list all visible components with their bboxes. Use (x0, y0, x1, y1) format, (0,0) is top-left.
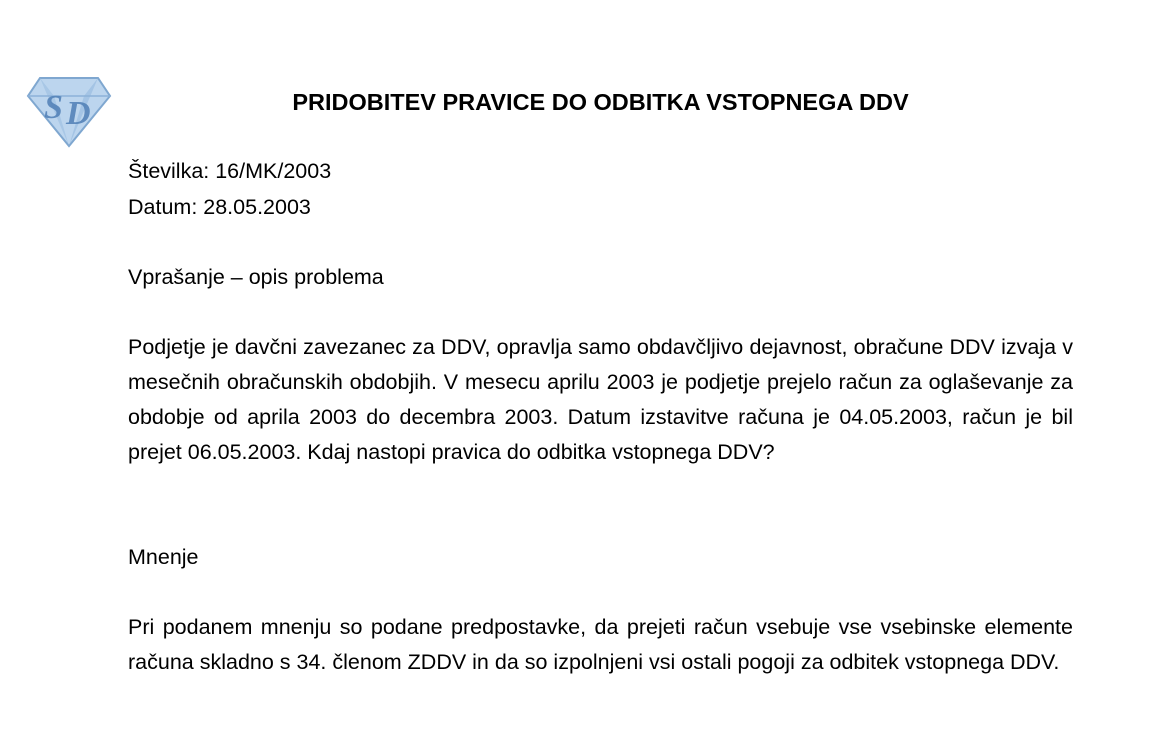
opinion-paragraph: Pri podanem mnenju so podane predpostavke, da prejeti račun vsebuje vse vsebinske elemente računa skladno s 34. členom ZDDV in da so izpolnjeni vsi ostali pogoji za odbitek vstopnega DDV. (128, 615, 1073, 674)
opinion-heading: Mnenje (128, 545, 199, 569)
sd-diamond-logo-icon (26, 74, 112, 150)
document-number: Številka: 16/MK/2003 (128, 159, 332, 183)
svg-text:S: S (44, 89, 63, 126)
question-heading: Vprašanje – opis problema (128, 265, 384, 289)
question-paragraph: Podjetje je davčni zavezanec za DDV, opravlja samo obdavčljivo dejavnost, obračune DDV izvaja v mesečnih obračunskih obdobjih. V mesecu aprilu 2003 je podjetje prejelo račun za oglaševanje za obdobje od aprila 2003 do decembra 2003. Datum izstavitve računa je 04.05.2003, račun je bil prejet 06.05.2003. Kdaj nastopi pravica do odbitka vstopnega DDV? (128, 335, 1073, 464)
document-title: PRIDOBITEV PRAVICE DO ODBITKA VSTOPNEGA DDV (292, 89, 909, 115)
svg-text:D: D (66, 95, 91, 132)
document-date: Datum: 28.05.2003 (128, 195, 311, 219)
